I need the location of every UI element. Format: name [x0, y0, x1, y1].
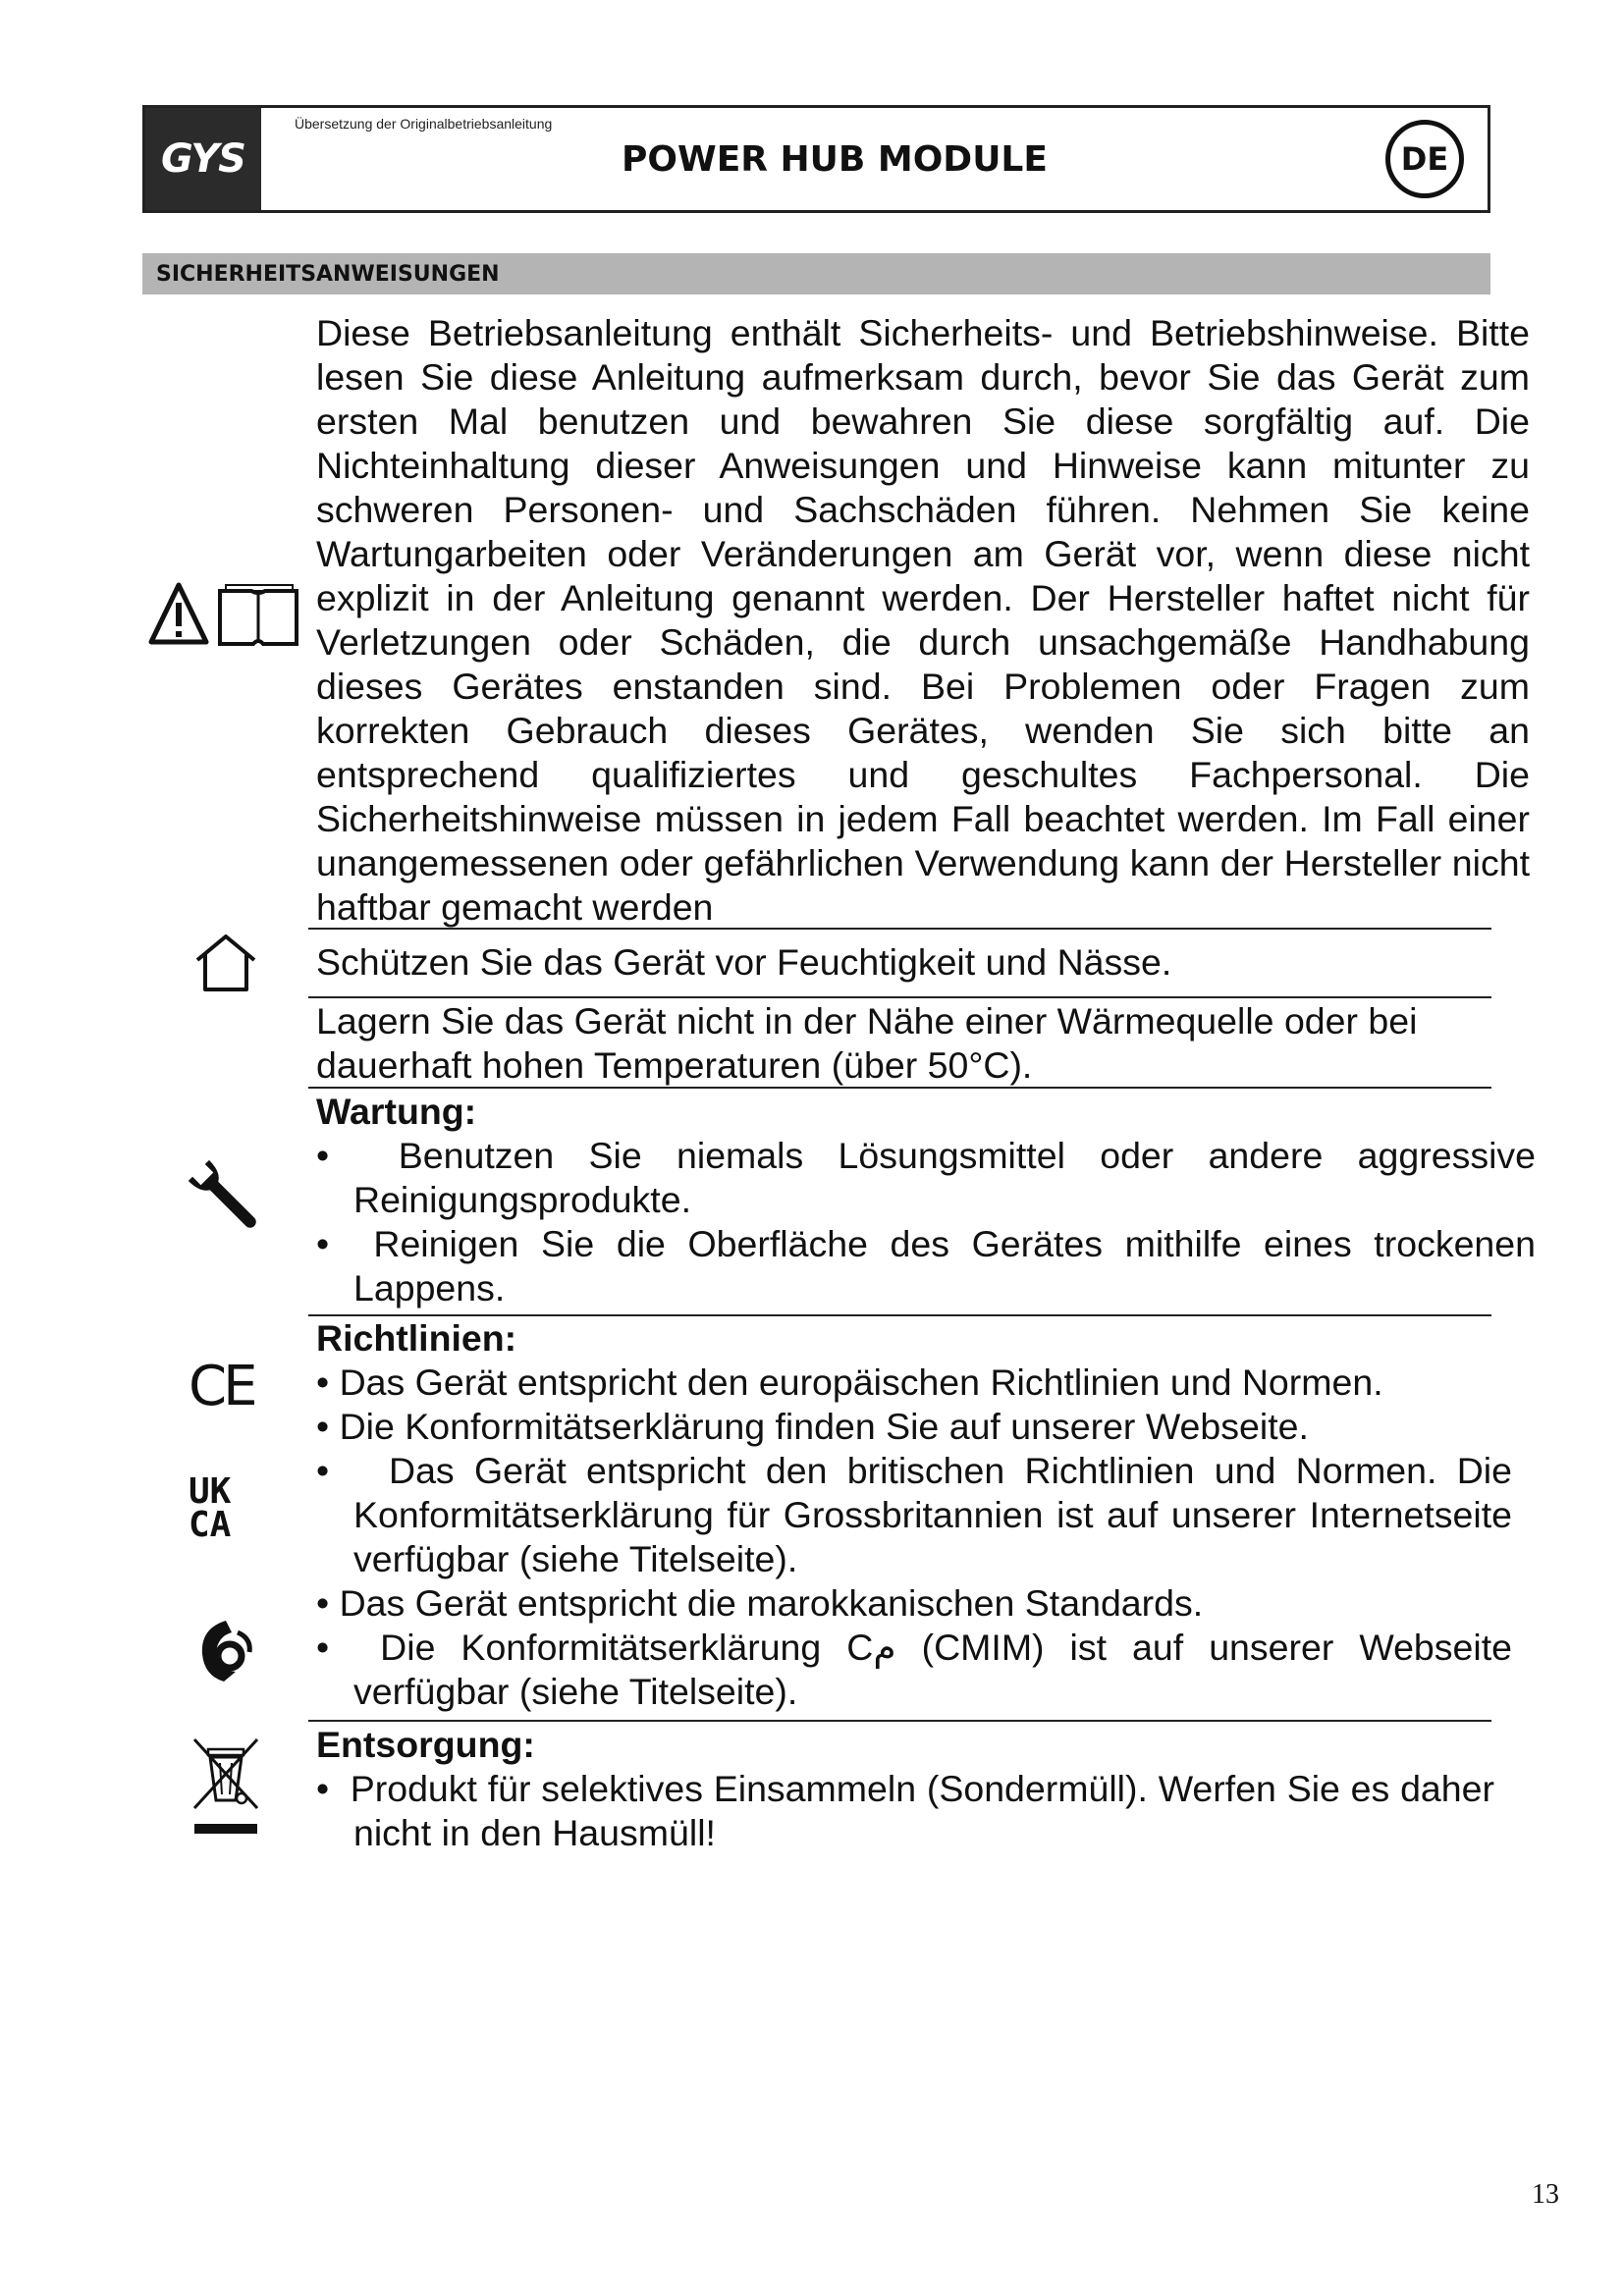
- divider: [308, 928, 1491, 930]
- divider: [308, 996, 1491, 998]
- directives-heading: Richtlinien:: [316, 1317, 517, 1359]
- language-code: DE: [1400, 140, 1449, 178]
- intro-paragraph: Diese Betriebsanleitung enthält Sicherheits- und Betriebshinweise. Bitte lesen Sie diese Anleitung aufmerksam durch, bevor Sie das Gerät zum ersten Mal benutzen und bewahren Sie diese sorgfältig auf. Die Nichteinhaltung dieser Anweisungen und Hinweise kann mitunter zu schweren Personen- und Sachschäden führen. Nehmen Sie keine Wartungarbeiten oder Veränderungen am Gerät vor, wenn diese nicht explizit in der Anleitung genannt werden. Der Hersteller haftet nicht für Verletzungen oder Schäden, die durch unsachgemäße Handhabung dieses Gerätes enstanden sind. Bei Problemen oder Fragen zum korrekten Gebrauch dieses Gerätes, wenden Sie sich bitte an entsprechend qualifiziertes und geschultes Fachpersonal. Die Sicherheitshinweise müssen in jedem Fall beachtet werden. Im Fall einer unangemessenen oder gefährlichen Verwendung kann der Hersteller nicht haftbar gemacht werden: [316, 312, 1530, 928]
- section-header: [142, 253, 1490, 294]
- section-title: SICHERHEITSANWEISUNGEN: [156, 262, 500, 287]
- warning-read-manual-icon: [147, 581, 304, 655]
- divider: [308, 1087, 1491, 1089]
- list-item: • Reinigen Sie die Oberfläche des Gerätes mithilfe eines trockenen Lappens.: [316, 1223, 1536, 1308]
- cmim-mark-icon: [192, 1613, 255, 1696]
- disposal-heading: Entsorgung:: [316, 1724, 535, 1765]
- crossed-bin-icon: [187, 1735, 265, 1848]
- list-item: • Produkt für selektives Einsammeln (Sondermüll). Werfen Sie es daher nicht in den Hausmüll!: [316, 1768, 1494, 1853]
- maintenance-section: [316, 1090, 1536, 1310]
- list-item: • Die Konformitätserklärung Cم (CMIM) ist auf unserer Webseite verfügbar (siehe Titelseite).: [316, 1627, 1512, 1712]
- page-header: [142, 105, 1490, 213]
- list-item: • Das Gerät entspricht die marokkanischen Standards.: [316, 1582, 1204, 1624]
- brand-logo: [145, 108, 261, 210]
- disposal-section: [316, 1723, 1494, 1855]
- storage-warning: Lagern Sie das Gerät nicht in der Nähe einer Wärmequelle oder bei dauerhaft hohen Temperaturen (über 50°C).: [316, 1000, 1418, 1086]
- list-item: • Das Gerät entspricht den europäischen Richtlinien und Normen.: [316, 1362, 1383, 1403]
- directives-section: [316, 1316, 1512, 1714]
- moisture-warning: Schützen Sie das Gerät vor Feuchtigkeit und Nässe.: [316, 941, 1172, 983]
- divider: [308, 1720, 1491, 1722]
- wrench-icon: [182, 1153, 270, 1247]
- house-icon: [191, 933, 260, 998]
- list-item: • Benutzen Sie niemals Lösungsmittel oder andere aggressive Reinigungsprodukte.: [316, 1135, 1536, 1220]
- language-badge: [1385, 120, 1464, 198]
- brand-logo-text: GYS: [161, 136, 245, 182]
- product-title: POWER HUB MODULE: [622, 139, 1048, 180]
- page-number: 13: [1532, 2179, 1559, 2210]
- ukca-mark-icon: UK CA: [189, 1471, 232, 1545]
- ce-mark-icon: CE: [189, 1355, 254, 1418]
- list-item: • Das Gerät entspricht den britischen Richtlinien und Normen. Die Konformitätserklärung für Grossbritannien ist auf unserer Internetseite verfügbar (siehe Titelseite).: [316, 1450, 1512, 1579]
- document-subtitle: Übersetzung der Originalbetriebsanleitung: [295, 116, 553, 132]
- list-item: • Die Konformitätserklärung finden Sie auf unserer Webseite.: [316, 1406, 1309, 1447]
- maintenance-heading: Wartung:: [316, 1091, 477, 1132]
